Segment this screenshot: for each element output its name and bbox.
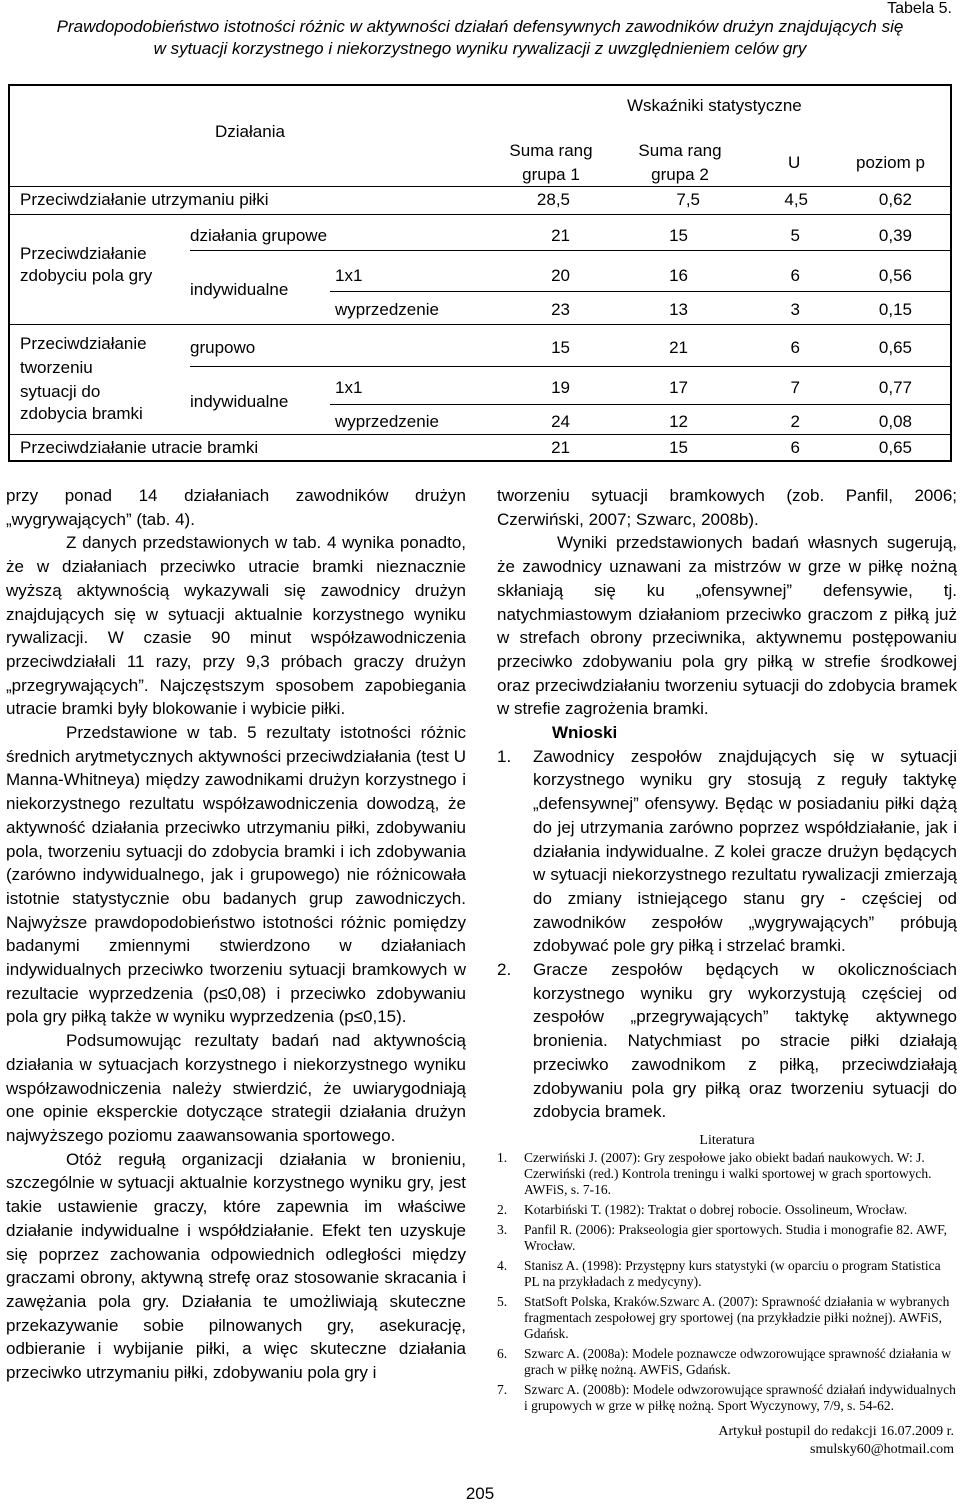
reference-number: 4. — [497, 1258, 508, 1273]
reference-item — [497, 1150, 957, 1198]
page-number: 205 — [465, 1484, 495, 1503]
received-date: Artykuł postupil do redakcji 16.07.2009 r. — [718, 1424, 954, 1439]
header-u: U — [788, 153, 801, 172]
rule-after-pola — [10, 324, 950, 325]
bramki-r3-p: 0,08 — [878, 412, 912, 431]
reference-text: Stanisz A. (1998): Przystępny kurs statystyki (w oparciu o program Statistica PL na przykładach z medycyny). — [524, 1258, 941, 1289]
reference-item — [497, 1382, 957, 1414]
pola-r3-u: 3 — [790, 300, 800, 319]
bramki-r1-u: 6 — [790, 338, 800, 357]
pola-r1-s2: 15 — [669, 226, 688, 245]
row-utracie-s1: 21 — [551, 438, 570, 457]
reference-number: 1. — [497, 1150, 508, 1165]
bramki-r2-p: 0,77 — [878, 378, 912, 397]
reference-text: Szwarc A. (2008a): Modele poznawcze odwzorowujące sprawność działania w grach w piłkę nożną. AWFiS, Gdańsk. — [524, 1346, 951, 1377]
rule-pola-2 — [330, 291, 950, 292]
reference-item — [497, 1294, 957, 1342]
group-bramki-label-3: sytuacji do — [20, 382, 101, 401]
reference-item — [497, 1202, 957, 1218]
reference-text: StatSoft Polska, Kraków.Szwarc A. (2007): Sprawność działania w wybranych fragmentach zespołowej gry sportowej (na przykładzie piłki nożnej). AWFiS, Gdańsk. — [524, 1294, 950, 1341]
bramki-r2-s1: 19 — [551, 378, 570, 397]
rule-bramki-1 — [190, 366, 950, 367]
pola-r2-label: 1x1 — [335, 266, 363, 285]
pola-r1-s1: 21 — [551, 226, 570, 245]
bramki-r3-u: 2 — [790, 412, 800, 431]
reference-text: Czerwiński J. (2007): Gry zespołowe jako obiekt badań naukowych. W: J. Czerwiński (red.) Kontrola treningu i walki sportowej w grach sportowych. AWFiS, s. 7-16. — [524, 1150, 932, 1197]
pola-r1-u: 5 — [790, 226, 800, 245]
right-paragraph-2: Wyniki przedstawionych badań własnych sugerują, że zawodnicy uznawani za mistrzów w grze w piłkę nożną skłaniają się ku „ofensywnej” defensywie, tj. natychmiastowym działaniom przeciwko graczom z piłką już w strefach obrony przeciwnika, aktywnemu postępowaniu przeciwko zdobywaniu pola gry piłką w strefie środkowej oraz przeciwdziałaniu tworzeniu sytuacji do zdobycia bramek w strefie zagrożenia bramki. — [497, 533, 957, 719]
reference-number: 3. — [497, 1222, 508, 1237]
reference-text: Panfil R. (2006): Prakseologia gier sportowych. Studia i monografie 82. AWF, Wrocław. — [524, 1222, 948, 1253]
header-p: poziom p — [856, 153, 925, 172]
pola-ind-label: indywidualne — [190, 280, 289, 299]
header-dzialania: Działania — [215, 122, 285, 141]
reference-number: 6. — [497, 1346, 508, 1361]
caption-line-1: Prawdopodobieństwo istotności różnic w aktywności działań defensywnych zawodników drużyn znajdujących się — [56, 17, 904, 36]
conclusion-1 — [497, 745, 957, 958]
bramki-r3-s1: 24 — [551, 412, 570, 431]
pola-r2-s2: 16 — [669, 266, 688, 285]
row-utracie-u: 6 — [790, 438, 800, 457]
pola-r1-label: działania grupowe — [190, 226, 328, 245]
reference-number: 2. — [497, 1202, 508, 1217]
conclusion-2 — [497, 958, 957, 1124]
pola-r3-s2: 13 — [669, 300, 688, 319]
bramki-r3-s2: 12 — [669, 412, 688, 431]
row-pilki-label: Przeciwdziałanie utrzymaniu piłki — [20, 190, 269, 209]
rule-bramki-2 — [330, 404, 950, 405]
conclusion-1-text: Zawodnicy zespołów znajdujących się w sytuacji korzystnego wyniku gry stosują z reguły taktykę „defensywnej” ofensywy. Będąc w posiadaniu piłki dążą do jej utrzymania zarówno poprzez współdziałanie, jak i działania indywidualne. Z kolei gracze drużyn będących w sytuacji niekorzystnego rezultatu rywalizacji zmierzają do zmiany istniejącego stanu gry - częściej od zawodników zespołów „wygrywających” próbują zdobywać pole gry piłką i strzelać bramki. — [533, 746, 957, 956]
pola-r1-p: 0,39 — [878, 226, 912, 245]
bramki-ind-label: indywidualne — [190, 392, 289, 411]
author-email: smulsky60@hotmail.com — [810, 1442, 954, 1457]
reference-number: 5. — [497, 1294, 508, 1309]
bramki-r3-label: wyprzedzenie — [335, 412, 439, 431]
conclusions-heading: Wnioski — [552, 723, 618, 743]
left-paragraph-2: Z danych przedstawionych w tab. 4 wynika ponadto, że w działaniach przeciwko utracie bramki nieznacznie wyższą aktywnością wykazywali się zawodnicy drużyn znajdujących się w sytuacji aktualnie korzystnego wyniku rywalizacji. W czasie 90 minut współzawodniczenia przeciwdziałali 11 razy, przy 9,3 próbach graczy drużyn „przegrywających”. Najczęstszym sposobem zapobiegania utracie bramki były blokowanie i wybicie piłki. — [6, 533, 466, 719]
group-bramki-label-4: zdobycia bramki — [20, 404, 143, 423]
row-pilki-s2: 7,5 — [676, 190, 700, 209]
header-wskazniki: Wskaźniki statystyczne — [627, 96, 802, 115]
header-suma2-a: Suma rang — [638, 141, 722, 160]
row-pilki-p: 0,62 — [878, 190, 912, 209]
header-rule — [10, 186, 950, 187]
header-suma1-a: Suma rang — [509, 141, 593, 160]
pola-r2-s1: 20 — [551, 266, 570, 285]
table-label: Tabela 5. — [887, 0, 952, 17]
conclusion-1-number: 1. — [497, 746, 512, 766]
pola-r2-p: 0,56 — [878, 266, 912, 285]
conclusion-2-number: 2. — [497, 960, 512, 980]
row-utracie-p: 0,65 — [878, 438, 912, 457]
statistics-table — [8, 84, 952, 462]
header-suma1-b: grupa 1 — [522, 165, 580, 184]
right-paragraph-1: tworzeniu sytuacji bramkowych (zob. Panfil, 2006; Czerwiński, 2007; Szwarc, 2008b). — [497, 486, 957, 529]
row-utracie-s2: 15 — [669, 438, 688, 457]
conclusion-2-text: Gracze zespołów będących w okolicznościach korzystnego wyniku gry wykorzystują częściej od zespołów „przegrywających” taktykę aktywnego bronienia. Natychmiast po stracie piłki działają przeciwko zawodnikom z piłką, przeciwdziałają zdobywaniu pola gry piłką oraz tworzeniu sytuacji do zdobycia bramek. — [533, 960, 957, 1122]
bramki-r2-s2: 17 — [669, 378, 688, 397]
header-suma2-b: grupa 2 — [651, 165, 709, 184]
group-pola-label-2: zdobyciu pola gry — [20, 266, 153, 285]
bramki-r1-label: grupowo — [190, 338, 256, 357]
left-column — [6, 484, 466, 1385]
pola-r2-u: 6 — [790, 266, 800, 285]
bramki-r2-u: 7 — [790, 378, 800, 397]
left-paragraph-3: Przedstawione w tab. 5 rezultaty istotności różnic średnich arytmetycznych aktywności przeciwdziałania (test U Manna-Whitneya) między zawodnikami drużyn korzystnego i niekorzystnego rezultatu współzawodniczenia dowodzą, że aktywność działania przeciwko utrzymaniu piłki, zdobywaniu pola, tworzeniu sytuacji do zdobycia bramki i ich zdobywania (zarówno indywidualnego, jak i grupowego) nie różnicowała istotnie statystycznie obu badanych grup zawodniczych. Najwyższe prawdopodobieństwo istotności różnic pomiędzy badanymi zmiennymi stwierdzono w działaniach indywidualnych przeciwko tworzeniu sytuacji bramkowych w rezultacie wyprzedzenia (p≤0,08) i przeciwko zdobywaniu pola gry piłką także w wyniku wyprzedzenia (p≤0,15). — [6, 723, 466, 1027]
bramki-r1-s1: 15 — [551, 338, 570, 357]
left-paragraph-5: Otóż regułą organizacji działania w bronieniu, szczególnie w sytuacji aktualnie korzystnego wyniku gry, jest takie ustawienie graczy, które zapewnia im właściwe działanie indywidualne i współdziałanie. Efekt ten uzyskuje się poprzez zachowania odpowiednich odległości między graczami obrony, aktywną strefę oraz stosowanie skracania i zawężania pola gry. Działania te umożliwiają skuteczne przekazywanie sobie pilnowanych gry, asekurację, odbieranie i wybijanie piłki, a więc skuteczne działania przeciwko utrzymaniu piłki, zdobywaniu pola gry i — [6, 1149, 466, 1383]
right-column — [497, 484, 957, 1124]
left-paragraph-4: Podsumowując rezultaty badań nad aktywnością działania w sytuacjach korzystnego i niekorzystnego wyniku współzawodniczenia należy stwierdzić, że uwiarygodniają one opinie eksperckie dotyczące strategii działania drużyn najwyższego poziomu zaawansowania sportowego. — [6, 1031, 466, 1145]
caption-line-2: w sytuacji korzystnego i niekorzystnego wyniku rywalizacji z uwzględnieniem celów gry — [153, 39, 807, 58]
group-bramki-label-2: tworzeniu — [20, 358, 93, 377]
reference-item — [497, 1258, 957, 1290]
bramki-r2-label: 1x1 — [335, 378, 363, 397]
row-pilki-s1: 28,5 — [536, 190, 570, 209]
reference-item — [497, 1346, 957, 1378]
rule-pola-1 — [190, 250, 950, 251]
reference-text: Kotarbiński T. (1982): Traktat o dobrej robocie. Ossolineum, Wrocław. — [524, 1202, 908, 1217]
group-bramki-label-1: Przeciwdziałanie — [20, 334, 147, 353]
group-pola-label-1: Przeciwdziałanie — [20, 244, 147, 263]
table-caption — [0, 16, 960, 60]
reference-item — [497, 1222, 957, 1254]
reference-number: 7. — [497, 1382, 508, 1397]
left-paragraph-1: przy ponad 14 działaniach zawodników drużyn „wygrywających” (tab. 4). — [6, 486, 466, 529]
rule-after-pilki — [10, 214, 950, 215]
reference-text: Szwarc A. (2008b): Modele odwzorowujące sprawność działań indywidualnych i grupowych w grze w piłkę nożną. Sport Wyczynowy, 7/9, s. 54-62. — [524, 1382, 956, 1413]
pola-r3-label: wyprzedzenie — [335, 300, 439, 319]
rule-after-bramki — [10, 434, 950, 435]
pola-r3-p: 0,15 — [878, 300, 912, 319]
reference-list — [497, 1150, 957, 1418]
bramki-r1-s2: 21 — [669, 338, 688, 357]
bramki-r1-p: 0,65 — [878, 338, 912, 357]
row-pilki-u: 4,5 — [784, 190, 808, 209]
pola-r3-s1: 23 — [551, 300, 570, 319]
literature-heading: Literatura — [699, 1133, 755, 1148]
row-utracie-label: Przeciwdziałanie utracie bramki — [20, 438, 259, 457]
